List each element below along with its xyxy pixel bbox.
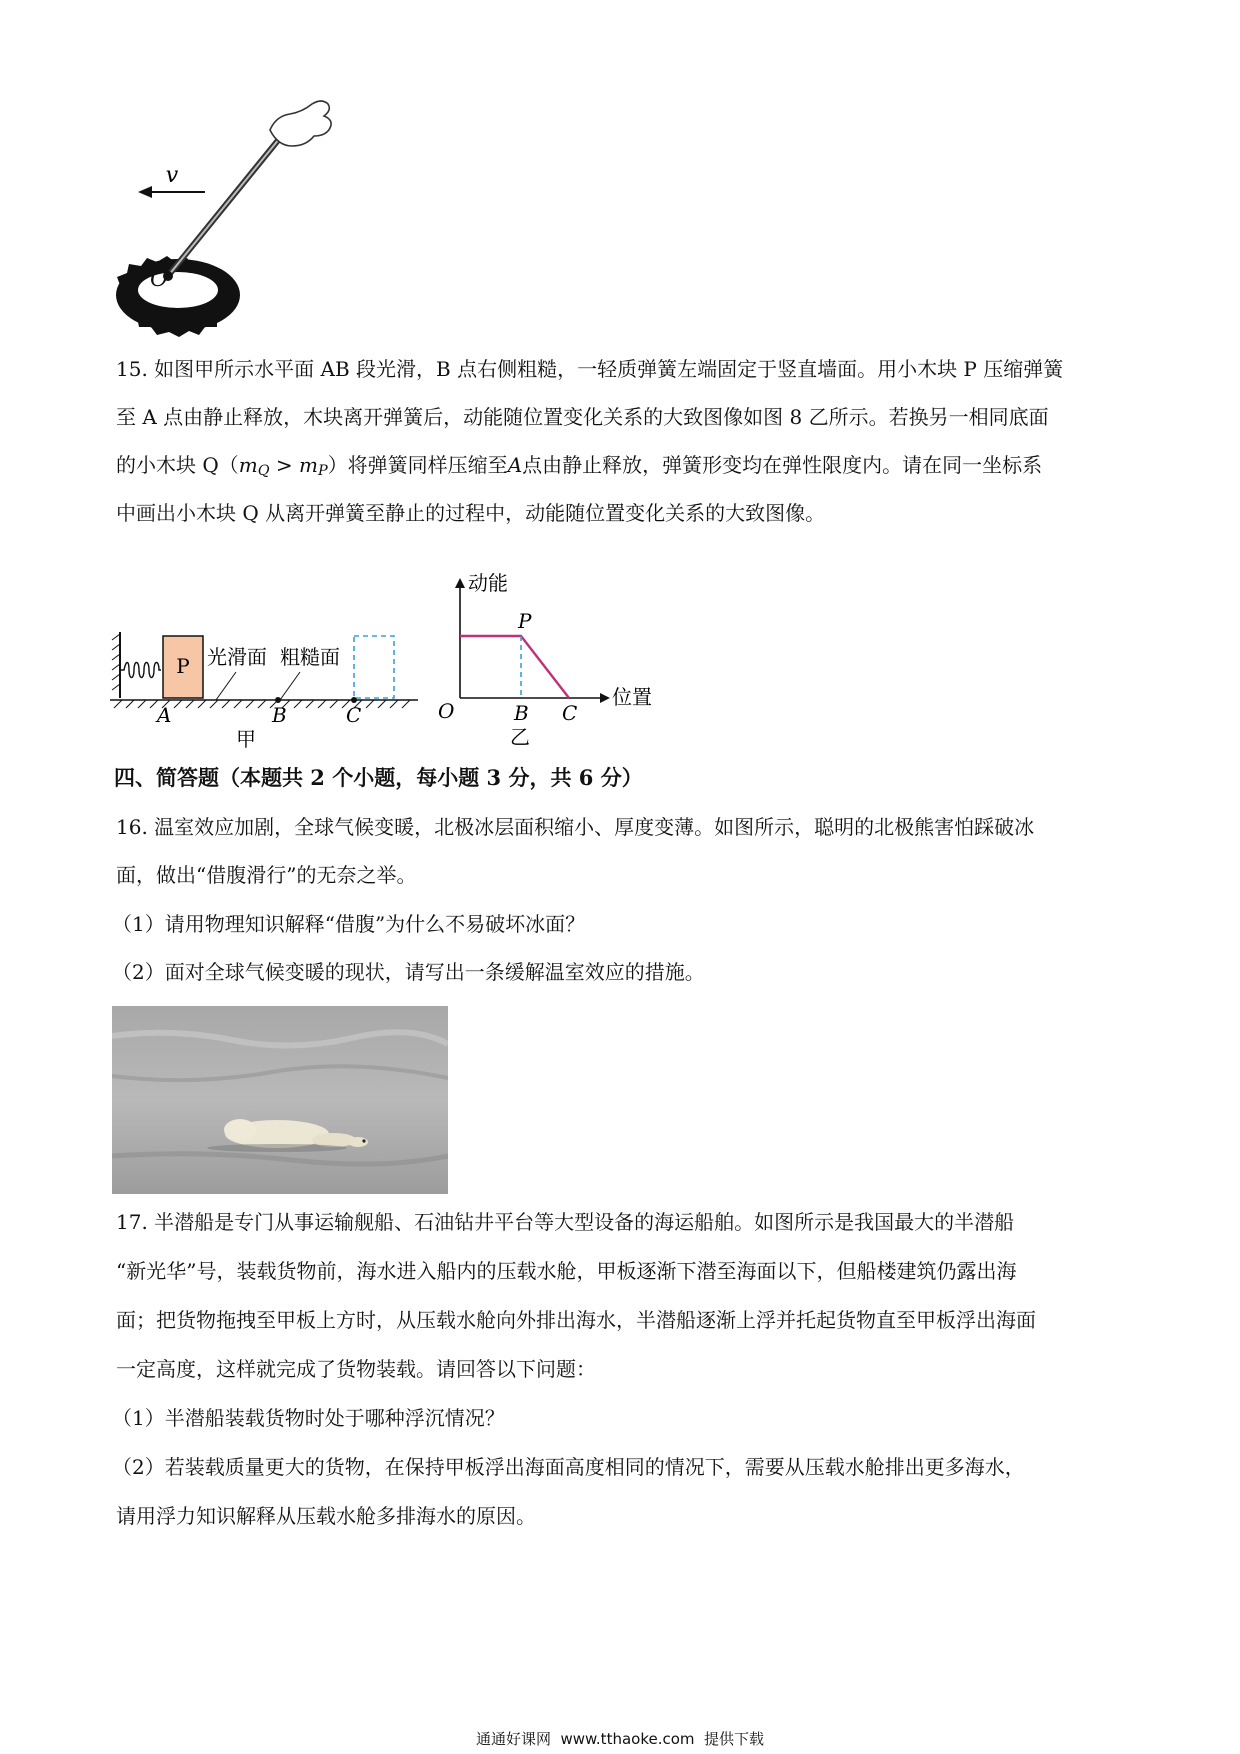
q17-part2b: 请用浮力知识解释从压载水舱多排海水的原因。: [116, 1504, 536, 1528]
mass-q-subscript: Q: [257, 463, 270, 479]
spring: [120, 663, 161, 678]
q16-part1: （1）请用物理知识解释“借腹”为什么不易破坏冰面？: [112, 912, 586, 936]
energy-curve: [460, 636, 569, 698]
y-axis-label: 动能: [468, 571, 508, 595]
smooth-surface-label: 光滑面: [207, 645, 267, 669]
velocity-label: v: [165, 163, 179, 188]
point-o-label: O: [150, 267, 169, 292]
q16-line2: 面，做出“借腹滑行”的无奈之举。: [116, 863, 417, 887]
q15-line3-c: 点由静止释放，弹簧形变均在弹性限度内。请在同一坐标系: [522, 453, 1043, 477]
mass-p-symbol: m: [299, 453, 318, 477]
q17-line2: “新光华”号，装载货物前，海水进入船内的压载水舱，甲板逐渐下潜至海面以下，但船楼建筑仍露出海: [116, 1259, 1017, 1283]
q17-part2a: （2）若装载质量更大的货物，在保持甲板浮出海面高度相同的情况下，需要从压载水舱排出更多海水，: [112, 1455, 1025, 1479]
block-p-label: P: [176, 654, 190, 678]
q17-line1: 17. 半潜船是专门从事运输舰船、石油钻井平台等大型设备的海运船舶。如图所示是我国最大的半潜船: [116, 1210, 1015, 1234]
energy-position-graph: [438, 570, 678, 750]
y-axis-arrow: [455, 578, 465, 588]
greater-than: >: [269, 453, 300, 477]
q17-line4: 一定高度，这样就完成了货物装载。请回答以下问题：: [116, 1357, 596, 1381]
x-axis-label: 位置: [612, 685, 652, 709]
q15-line3-a: 的小木块 Q（: [116, 453, 239, 477]
stick-ring-figure: [110, 100, 350, 340]
dashed-block: [354, 636, 394, 698]
q15-line1: 15. 如图甲所示水平面 AB 段光滑，B 点右侧粗糙，一轻质弹簧左端固定于竖直墙面。用小木块 P 压缩弹簧: [116, 357, 1064, 381]
q15-line3: [116, 451, 1042, 485]
q16-line1: 16. 温室效应加剧，全球气候变暖，北极冰层面积缩小、厚度变薄。如图所示，聪明的北极熊害怕踩破冰: [116, 815, 1035, 839]
spring-block-figure: [110, 620, 430, 750]
footer-credit: 通通好课网 www.tthaoke.com 提供下载: [475, 1730, 765, 1748]
polar-bear-photo: [112, 1006, 448, 1194]
point-p-label: P: [518, 609, 532, 633]
section-heading: 四、简答题（本题共 2 个小题，每小题 3 分，共 6 分）: [114, 765, 643, 790]
origin-label: O: [438, 699, 455, 723]
point-a-label: A: [157, 703, 172, 727]
mass-p-subscript: P: [318, 463, 328, 479]
graph-point-b-label: B: [514, 701, 529, 725]
q15-line2: 至 A 点由静止释放，木块离开弹簧后，动能随位置变化关系的大致图像如图 8 乙所示。若换另一相同底面: [116, 405, 1049, 429]
hand-icon: [270, 101, 331, 146]
figure-yi-caption: 乙: [510, 725, 530, 749]
q15-line3-b: ）将弹簧同样压缩至: [327, 453, 508, 477]
point-b-label: B: [272, 703, 287, 727]
rough-surface-label: 粗糙面: [280, 645, 340, 669]
velocity-arrowhead: [138, 186, 152, 198]
q15-line4: 中画出小木块 Q 从离开弹簧至静止的过程中，动能随位置变化关系的大致图像。: [116, 501, 826, 525]
figure-jia-caption: 甲: [236, 727, 256, 750]
mass-q-symbol: m: [238, 453, 258, 477]
graph-point-c-label: C: [562, 701, 578, 725]
point-c-label: C: [346, 703, 362, 727]
q16-part2: （2）面对全球气候变暖的现状，请写出一条缓解温室效应的措施。: [112, 960, 705, 984]
point-a-inline: A: [507, 453, 523, 477]
q17-part1: （1）半潜船装载货物时处于哪种浮沉情况？: [112, 1406, 505, 1430]
x-axis-arrow: [600, 693, 610, 703]
q17-line3: 面；把货物拖拽至甲板上方时，从压载水舱向外排出海水，半潜船逐渐上浮并托起货物直至甲板浮出海面: [116, 1308, 1036, 1332]
